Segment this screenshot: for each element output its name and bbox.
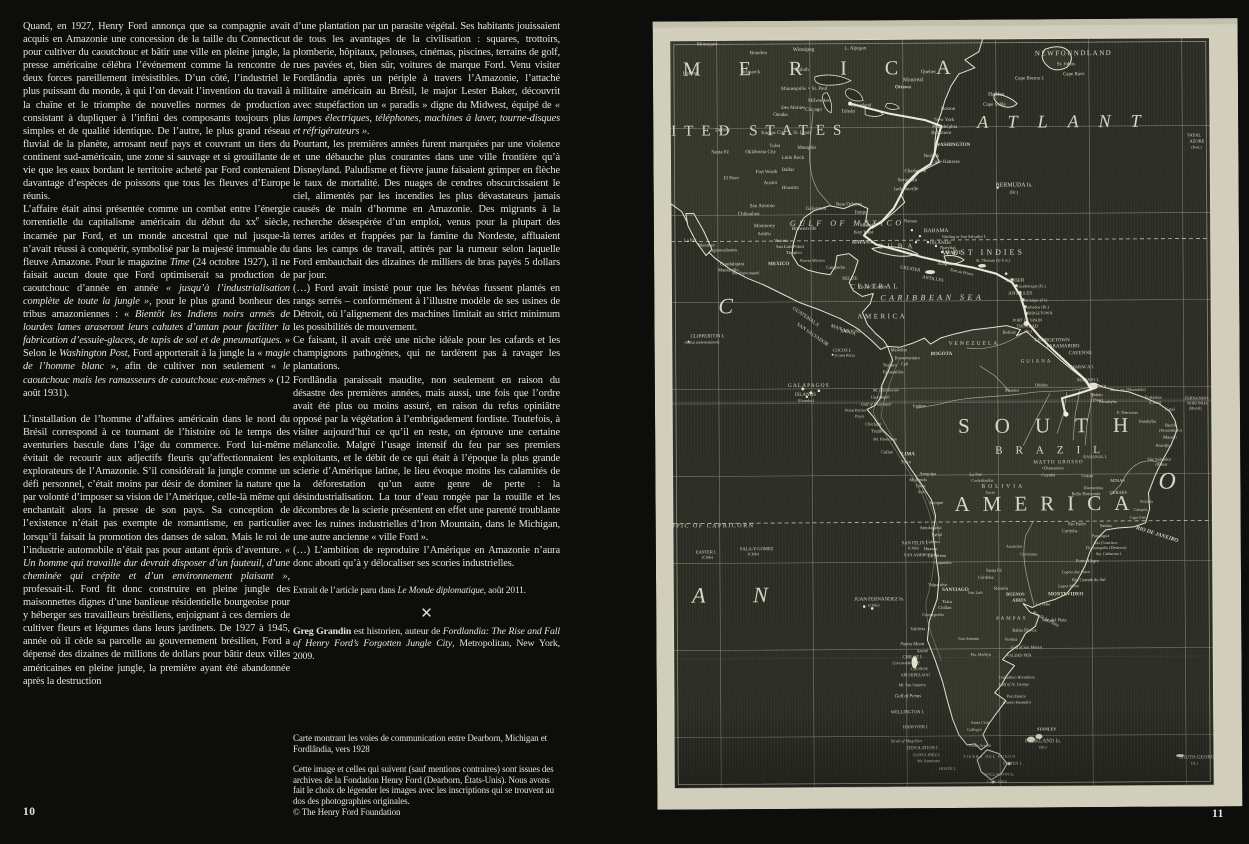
page-number-left: 10 (23, 806, 36, 818)
author-bio: Greg Grandin est historien, auteur de Fordlandia: The Rise and Fall of Henry Ford’s Forgotten Jungle City, Metropolitan, New York, 2009. (293, 625, 561, 663)
article-paragraph: Quand, en 1927, Henry Ford annonça que sa compagnie avait acquis en Amazonie une concession de la taille du Connecticut pour cultiver du caoutchouc et bâtir une ville en pleine jungle, la presse américaine célébra l’événement comme la rencontre de deux forces pareillement irrésistibles. D’un côté, l’industriel le plus puissant du monde, à qui l’on devait l’invention du travail à la chaîne et le triomphe de nouvelles normes de production consistant à dupliquer à l’infini des composants toujours plus simples et de qualité identique. De l’autre, le plus grand réseau fluvial de la planète, arrosant neuf pays et couvrant un tiers du continent sud-américain, une zone si sauvage et si grouillante de vie que les eaux bordant le territoire acheté par Ford contenaient davantage d’espèces de poissons que tous les fleuves d’Europe réunis. (23, 21, 290, 203)
map-photograph (653, 14, 1243, 810)
image-credits: Cette image et celles qui suivent (sauf mentions contraires) sont issues des archives de la Fondation Henry Ford (Dearborn, États-Unis). Nous avons fait le choix de légender les images avec les inscriptions qui se trouvent au dos des photographies originales. (293, 764, 554, 806)
article-paragraph: Fordlândia paraissait maudite, non seulement en raison du désastre des premières années, mais aussi, une fois que l’ordre avait été plus ou moins assuré, en raison du refus opiniâtre opposé par la végétation à l’embrigadement fordiste. Toutefois, à visiter aujourd’hui ce qu’il en reste, on éprouve une certaine mélancolie. Malgré l’usage intensif du feu par ses premiers exploitants, et le débit de ce qui était à l’époque la plus grande scierie d’Amérique latine, le lieu évoque moins les calamités de la déforestation qu’un autre genre de perte : la désindustrialisation. La tour d’eau rongée par la rouille et les décombres de la scierie présentent en effet une parenté troublante avec les ruines industrielles d’Iron Mountain, dans le Michigan, une autre ancienne « ville Ford ». (293, 374, 560, 543)
article-paragraph: L’affaire était ainsi présentée comme un combat entre l’énergie torrentielle du capitalisme américain du début du $xx^e$ siècle, incarnée par Ford, et un monde ancestral que nul jusque-là n’avait réussi à conquérir, symbolisé par la majesté immuable du fleuve Amazone. Pour le magazine Time (24 octobre 1927), il ne faisait aucun doute que Ford optimiserait sa production de caoutchouc d’année en année « jusqu’à l’industrialisation complète de toute la jungle », pour le plus grand bonheur des tribus amazoniennes : « Bientôt les Indiens noirs armés de lourdes lames araseront leurs cahutes d’antan pour faciliter la fabrication d’essuie-glaces, de tapis de sol et de pneumatiques. » Selon le Washington Post, Ford apporterait à la jungle la « magie de l’homme blanc », afin de cultiver non seulement « le caoutchouc mais les ramasseurs de caoutchouc eux-mêmes » (12 août 1931). (23, 204, 291, 399)
divider-x-ornament: ✕ (420, 603, 433, 622)
map-caption: Carte montrant les voies de communication entre Dearborn, Michigan et Fordlândia, vers 1928 (293, 733, 548, 754)
copyright-line: © The Henry Ford Foundation (293, 806, 401, 817)
article-paragraph: (…) Ford avait insisté pour que les hévéas fussent plantés en rangs serrés – conformément à l’illustre modèle de ses usines de Détroit, où l’alignement des machines limitait au strict minimum les possibilités de mouvement. (293, 282, 560, 334)
article-paragraph: d’une plantation par un parasite végétal. Ses habitants jouissaient de tous les avantages de la civilisation : squares, trottoirs, plomberie, hôpitaux, pelouses, cinémas, piscines, terrains de golf, rues pavées et, bien sûr, voitures de marque Ford. Venu visiter Fordlândia après un périple à travers l’Amazonie, l’attaché militaire américain au Brésil, le major Lester Baker, découvrit avec stupéfaction un « paradis » digne du Midwest, équipé de « lampes électriques, téléphones, machines à laver, tourne-disques et réfrigérateurs ». (293, 21, 560, 137)
article-column-2 (293, 20, 560, 673)
article-column-1 (23, 20, 290, 688)
source-note: Extrait de l’article paru dans Le Monde diplomatique, août 2011. (293, 585, 526, 596)
page-number-right: 11 (1212, 808, 1224, 820)
map-image (653, 14, 1243, 810)
article-paragraph: L’installation de l’homme d’affaires américain dans le nord du Brésil correspond à ce tournant de l’histoire où le temps des aventuriers bascule dans l’âge du commerce. Ford lui-même évitait de recourir aux adjectifs fleuris qu’affectionnaient les explorateurs de l’Amazonie. S’il considérait la jungle comme un défi personnel, c’était moins par désir de dominer la nature que par volonté d’imposer sa vision de l’Amérique, celle-là même qui enchantait alors la presse de son pays. Sa conception de l’existence n’était pas exempte de romantisme, en particulier lorsqu’il faisait la promotion des danses de salon. Mais le roi de l’industrie automobile n’était pas pour autant épris d’aventure. « Un homme qui travaille dur devrait disposer d’un fauteuil, d’une cheminée qui crépite et d’un environnement plaisant », professait-il. Ford fit donc construire en pleine jungle des maisonnettes dignes d’une banlieue résidentielle bourgeoise pour y héberger ses travailleurs brésiliens, enjoignant à ces derniers de cultiver fleurs et légumes dans leurs jardinets. De 1927 à 1945, année où il cède sa parcelle au gouvernement brésilien, Ford a dépensé des dizaines de millions de dollars pour bâtir deux villes américaines en pleine jungle, la première ayant été abandonnée après la destruction (23, 413, 290, 687)
article-paragraph: (…) L’ambition de reproduire l’Amérique en Amazonie n’aura donc abouti qu’à y délocaliser ses scories industrielles. (293, 544, 560, 569)
article-paragraph: Pourtant, les premières années furent marquées par une violence et une débauche plus courantes dans une ville frontière qu’à Disneyland. Paludisme et fièvre jaune faisaient grimper en flèche le taux de mortalité. Des nuages de cendres obscurcissaient le ciel, alimentés par les incendies les plus dévastateurs jamais causés de main d’homme en Amazonie. Des migrants à la recherche désespérée d’un emploi, venus pour la plupart des terres arides et frappées par la famine du Nordeste, affluaient dans les camps de travail, attirés par la rumeur selon laquelle Ford embauchait des dizaines de milliers de bras payés 5 dollars par jour. (293, 138, 560, 281)
photo-caption-block (293, 733, 560, 817)
article-paragraph: Ce faisant, il avait créé une niche idéale pour les cafards et les champignons pathogènes, qui ne tardèrent pas à ravager les plantations. (293, 335, 560, 373)
